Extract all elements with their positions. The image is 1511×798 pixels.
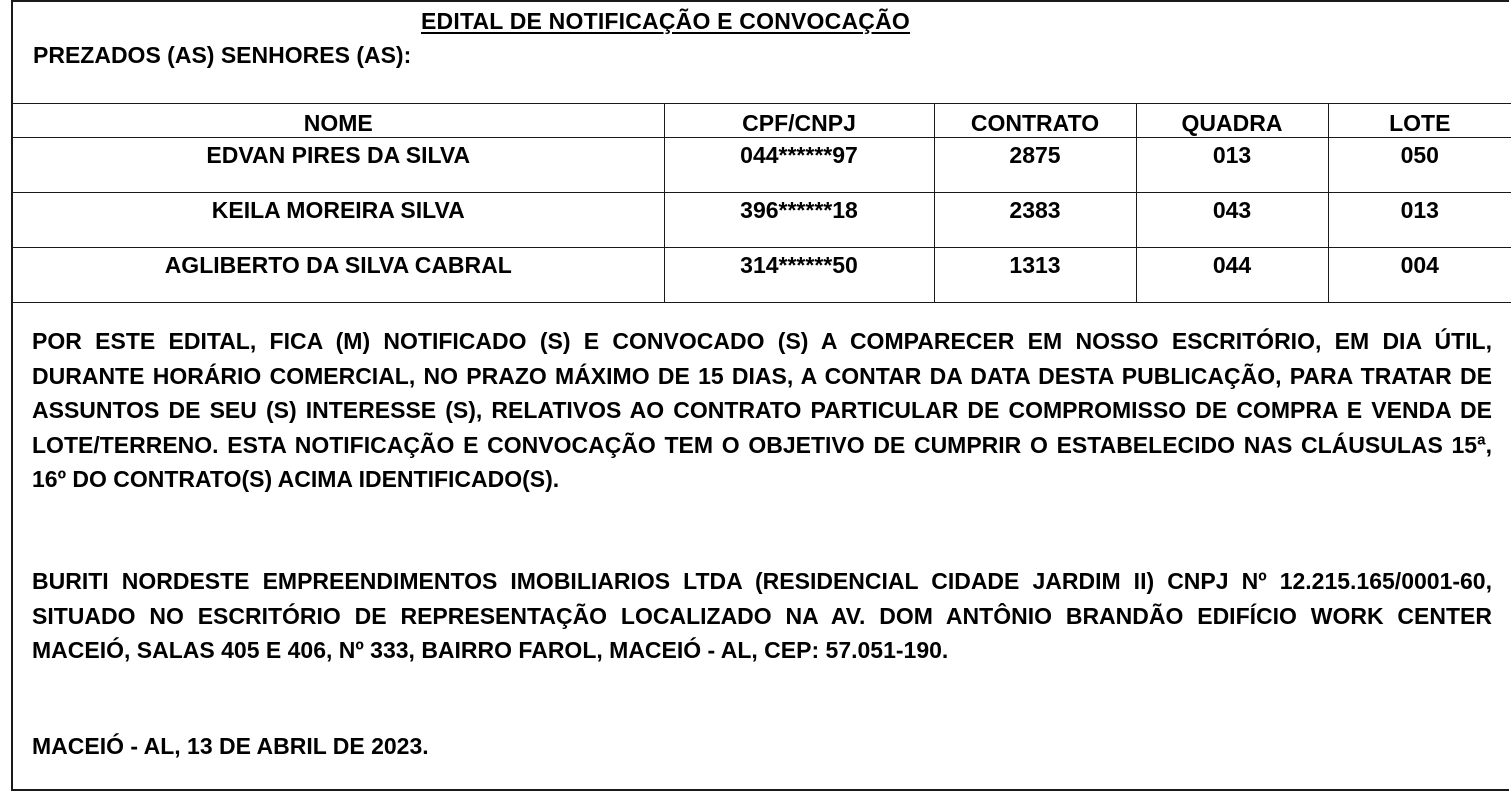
notified-persons-table (13, 103, 1511, 303)
header-contrato: CONTRATO (934, 104, 1136, 138)
company-info-paragraph: BURITI NORDESTE EMPREENDIMENTOS IMOBILIARIOS LTDA (RESIDENCIAL CIDADE JARDIM II) CNPJ Nº 12.215.165/0001-60, SITUADO NO ESCRITÓRIO DE REPRESENTAÇÃO LOCALIZADO NA AV. DOM ANTÔNIO BRANDÃO EDIFÍCIO WORK CENTER MACEIÓ, SALAS 405 E 406, Nº 333, BAIRRO FAROL, MACEIÓ - AL, CEP: 57.051-190. (32, 568, 1492, 663)
table-row (13, 193, 1511, 248)
cell-cpf-cnpj: 044******97 (664, 138, 934, 193)
header-quadra: QUADRA (1136, 104, 1328, 138)
table-row (13, 248, 1511, 303)
cell-lote: 050 (1328, 138, 1511, 193)
place-and-date: MACEIÓ - AL, 13 DE ABRIL DE 2023. (32, 733, 429, 759)
cell-lote: 004 (1328, 248, 1511, 303)
header-nome: NOME (13, 104, 664, 138)
header-cpf-cnpj: CPF/CNPJ (664, 104, 934, 138)
table-header-row (13, 104, 1511, 138)
cell-nome: EDVAN PIRES DA SILVA (13, 138, 664, 193)
cell-quadra: 013 (1136, 138, 1328, 193)
notice-document (11, 0, 1509, 791)
cell-quadra: 043 (1136, 193, 1328, 248)
cell-nome: KEILA MOREIRA SILVA (13, 193, 664, 248)
notice-paragraph: POR ESTE EDITAL, FICA (M) NOTIFICADO (S) E CONVOCADO (S) A COMPARECER EM NOSSO ESCRITÓRIO, EM DIA ÚTIL, DURANTE HORÁRIO COMERCIAL, NO PRAZO MÁXIMO DE 15 DIAS, A CONTAR DA DATA DESTA PUBLICAÇÃO, PARA TRATAR DE ASSUNTOS DE SEU (S) INTERESSE (S), RELATIVOS AO CONTRATO PARTICULAR DE COMPROMISSO DE COMPRA E VENDA DE LOTE/TERRENO. ESTA NOTIFICAÇÃO E CONVOCAÇÃO TEM O OBJETIVO DE CUMPRIR O ESTABELECIDO NAS CLÁUSULAS 15ª, 16º DO CONTRATO(S) ACIMA IDENTIFICADO(S). (32, 328, 1492, 492)
cell-cpf-cnpj: 396******18 (664, 193, 934, 248)
notified-persons-table-container (13, 103, 1511, 303)
cell-contrato: 2383 (934, 193, 1136, 248)
cell-cpf-cnpj: 314******50 (664, 248, 934, 303)
cell-quadra: 044 (1136, 248, 1328, 303)
cell-contrato: 1313 (934, 248, 1136, 303)
greeting: PREZADOS (AS) SENHORES (AS): (33, 42, 412, 68)
cell-nome: AGLIBERTO DA SILVA CABRAL (13, 248, 664, 303)
table-row (13, 138, 1511, 193)
document-title: EDITAL DE NOTIFICAÇÃO E CONVOCAÇÃO (421, 8, 910, 34)
cell-contrato: 2875 (934, 138, 1136, 193)
header-lote: LOTE (1328, 104, 1511, 138)
cell-lote: 013 (1328, 193, 1511, 248)
